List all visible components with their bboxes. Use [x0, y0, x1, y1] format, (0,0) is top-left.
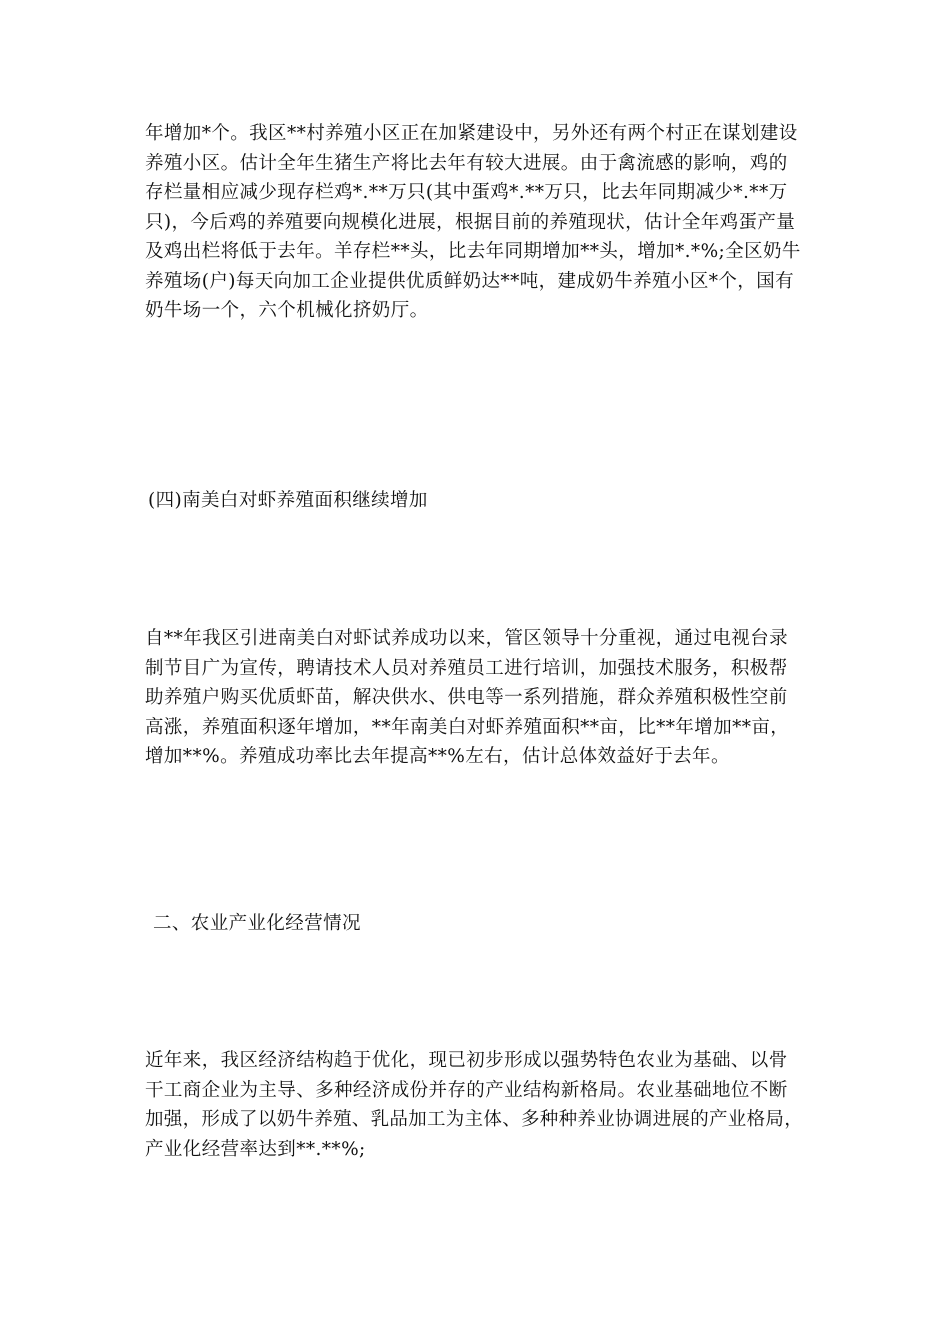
text-line: 加强，形成了以奶牛养殖、乳品加工为主体、多种种养业协调进展的产业格局， — [145, 1109, 804, 1130]
text-line: 只)，今后鸡的养殖要向规模化进展，根据目前的养殖现状，估计全年鸡蛋产量 — [145, 211, 796, 233]
text-line: 养殖小区。估计全年生猪生产将比去年有较大进展。由于禽流感的影响，鸡的 — [145, 152, 788, 174]
text-line: 助养殖户购买优质虾苗，解决供水、供电等一系列措施，群众养殖积极性空前 — [145, 687, 788, 708]
text-line: 自**年我区引进南美白对虾试养成功以来，管区领导十分重视，通过电视台录 — [145, 628, 789, 649]
section-heading-industrialization: 二、农业产业化经营情况 — [153, 913, 361, 934]
text-line: 存栏量相应减少现存栏鸡*.**万只(其中蛋鸡*.**万只，比去年同期减少*.**万 — [145, 182, 788, 203]
text-line: 高涨，养殖面积逐年增加，**年南美白对虾养殖面积**亩，比**年增加**亩， — [145, 716, 790, 738]
paragraph-industrialization — [145, 1046, 805, 1164]
section-heading-shrimp: (四)南美白对虾养殖面积继续增加 — [148, 490, 428, 511]
paragraph-shrimp — [145, 624, 805, 772]
paragraph-livestock — [145, 119, 805, 326]
text-line: 产业化经营率达到**.**%; — [145, 1138, 366, 1160]
text-line: 近年来，我区经济结构趋于优化，现已初步形成以强势特色农业为基础、以骨 — [145, 1050, 788, 1071]
text-line: 养殖场(户)每天向加工企业提供优质鲜奶达**吨，建成奶牛养殖小区*个，国有 — [145, 270, 794, 292]
text-line: 制节目广为宣传，聘请技术人员对养殖员工进行培训，加强技术服务，积极帮 — [145, 657, 788, 679]
text-line: 干工商企业为主导、多种经济成份并存的产业结构新格局。农业基础地位不断 — [145, 1079, 788, 1101]
text-line: 及鸡出栏将低于去年。羊存栏**头，比去年同期增加**头，增加*.*%;全区奶牛 — [145, 241, 801, 262]
text-line: 奶牛场一个，六个机械化挤奶厅。 — [145, 300, 429, 321]
text-line: 增加**%。养殖成功率比去年提高**%左右，估计总体效益好于去年。 — [145, 746, 730, 767]
text-line: 年增加*个。我区**村养殖小区正在加紧建设中，另外还有两个村正在谋划建设 — [145, 123, 798, 144]
